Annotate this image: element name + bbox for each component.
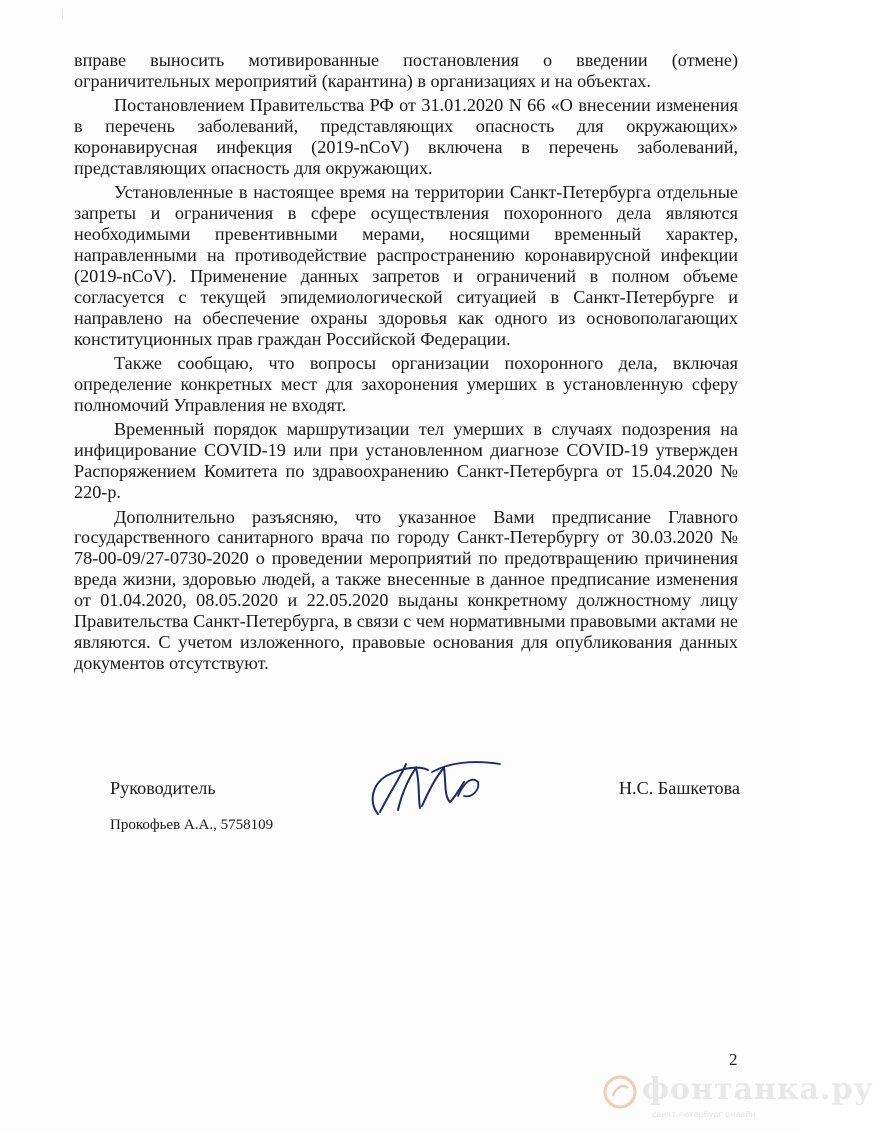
paragraph-2: Постановлением Правительства РФ от 31.01.2020 N 66 «О внесении изменения в перечень заболеваний, представляющих опасность для окружающих» коронавирусная инфекция (2019-nCoV) включена в перечень заболеваний, представляющих опасность для окружающих. bbox=[74, 95, 738, 179]
page-number: 2 bbox=[729, 1050, 738, 1069]
paragraph-3: Установленные в настоящее время на территории Санкт-Петербурга отдельные запреты и ограничения в сфере осуществления похоронного дела являются необходимыми превентивными мерами, носящими временный характер, направленными на противодействие распространению коронавирусной инфекции (2019-nCoV). Применение данных запретов и ограничений в полном объеме согласуется с текущей эпидемиологической ситуацией в Санкт-Петербурге и направлено на обеспечение охраны здоровья как одного из основополагающих конституционных прав граждан Российской Федерации. bbox=[74, 182, 738, 349]
signatory-title: Руководитель bbox=[110, 778, 216, 798]
watermark-brand: фонтанка.ру bbox=[642, 1072, 874, 1107]
document-body bbox=[74, 50, 738, 677]
executor-contact: Прокофьев А.А., 5758109 bbox=[110, 817, 274, 833]
watermark-tagline: санкт-петербург онлайн bbox=[652, 1110, 756, 1119]
paragraph-5: Временный порядок маршрутизации тел умерших в случаях подозрения на инфицирование COVID-19 или при установленном диагнозе COVID-19 утвержден Распоряжением Комитета по здравоохранению Санкт-Петербурга от 15.04.2020 № 220-р. bbox=[74, 419, 738, 503]
paragraph-4: Также сообщаю, что вопросы организации похоронного дела, включая определение конкретных мест для захоронения умерших в установленную сферу полномочий Управления не входят. bbox=[74, 353, 738, 415]
watermark bbox=[602, 1068, 874, 1124]
paragraph-6: Дополнительно разъясняю, что указанное Вами предписание Главного государственного санитарного врача по городу Санкт-Петербургу от 30.03.2020 № 78-00-09/27-0730-2020 о проведении мероприятий по предотвращению причинения вреда жизни, здоровью людей, а также внесенные в данное предписание изменения от 01.04.2020, 08.05.2020 и 22.05.2020 выданы конкретному должностному лицу Правительства Санкт-Петербурга, в связи с чем нормативными правовыми актами не являются. С учетом изложенного, правовые основания для опубликования данных документов отсутствуют. bbox=[74, 506, 738, 673]
handwritten-signature bbox=[360, 752, 510, 822]
fontanka-logo-icon bbox=[602, 1074, 638, 1110]
scan-artifact bbox=[62, 8, 69, 18]
signatory-name: Н.С. Башкетова bbox=[618, 778, 740, 798]
paragraph-1: вправе выносить мотивированные постановления о введении (отмене) ограничительных мероприятий (карантина) в организациях и на объектах. bbox=[74, 50, 738, 91]
